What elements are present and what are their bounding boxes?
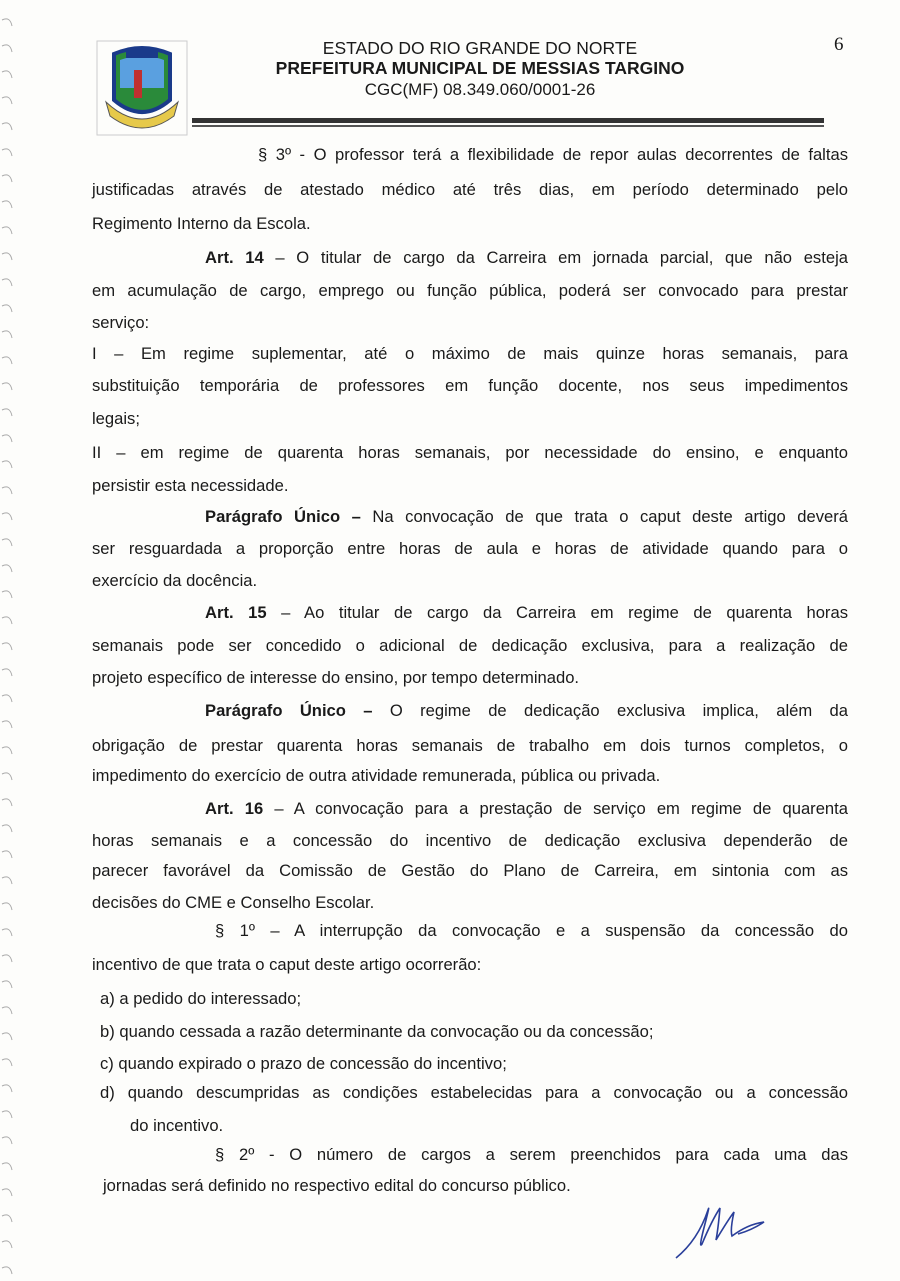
text-line <box>92 766 660 786</box>
article-heading: Parágrafo Único – <box>205 701 373 720</box>
binding-holes <box>0 0 14 1281</box>
line-text: exercício da docência. <box>92 571 258 590</box>
text-line <box>258 145 848 165</box>
text-line <box>205 799 848 819</box>
line-text: incentivo de que trata o caput deste artigo ocorrerão: <box>92 955 482 974</box>
text-line <box>92 281 848 301</box>
text-line <box>92 955 481 975</box>
text-line <box>92 344 848 364</box>
line-text: Regimento Interno da Escola. <box>92 214 311 233</box>
text-line <box>205 507 848 527</box>
text-line <box>92 539 848 559</box>
line-text: § 1º – A interrupção da convocação e a suspensão da concessão do <box>215 921 848 940</box>
line-text: substituição temporária de professores em função docente, nos seus impedimentos <box>92 376 848 395</box>
article-heading: Art. 15 <box>205 603 267 622</box>
text-line <box>92 476 288 496</box>
text-line <box>205 248 848 268</box>
line-text: ser resguardada a proporção entre horas de aula e horas de atividade quando para o <box>92 539 848 558</box>
municipal-crest-logo <box>96 40 188 136</box>
line-text: obrigação de prestar quarenta horas semanais de trabalho em dois turnos completos, o <box>92 736 848 755</box>
text-line <box>100 1083 848 1103</box>
line-text: a) a pedido do interessado; <box>100 989 302 1008</box>
text-line <box>205 701 848 721</box>
header-rule-thin <box>192 125 824 127</box>
header-rule <box>192 118 824 123</box>
line-text: Na convocação de que trata o caput deste artigo deverá <box>360 507 849 526</box>
article-heading: Parágrafo Único – <box>205 507 361 526</box>
line-text: – Ao titular de cargo da Carreira em regime de quarenta horas <box>266 603 848 622</box>
article-heading: Art. 14 <box>205 248 264 267</box>
text-line <box>92 376 848 396</box>
line-text: do incentivo. <box>130 1116 224 1135</box>
text-line <box>100 989 301 1009</box>
line-text: projeto específico de interesse do ensino, por tempo determinado. <box>92 668 580 687</box>
signature <box>668 1200 778 1262</box>
line-text: decisões do CME e Conselho Escolar. <box>92 893 375 912</box>
text-line <box>92 180 848 200</box>
line-text: impedimento do exercício de outra atividade remunerada, pública ou privada. <box>92 766 661 785</box>
line-text: II – em regime de quarenta horas semanais, por necessidade do ensino, e enquanto <box>92 443 848 462</box>
text-line <box>205 603 848 623</box>
line-text: legais; <box>92 409 140 428</box>
line-text: justificadas através de atestado médico até três dias, em período determinado pelo <box>92 180 848 199</box>
line-text: I – Em regime suplementar, até o máximo de mais quinze horas semanais, para <box>92 344 848 363</box>
line-text: d) quando descumpridas as condições estabelecidas para a convocação ou a concessão <box>100 1083 848 1102</box>
article-heading: Art. 16 <box>205 799 264 818</box>
text-line <box>100 1022 654 1042</box>
line-text: – O titular de cargo da Carreira em jornada parcial, que não esteja <box>263 248 848 267</box>
line-text: O regime de dedicação exclusiva implica, além da <box>372 701 848 720</box>
line-text: § 3º - O professor terá a flexibilidade de repor aulas decorrentes de faltas <box>258 145 848 164</box>
text-line <box>92 636 848 656</box>
text-line <box>92 861 848 881</box>
line-text: em acumulação de cargo, emprego ou função pública, poderá ser convocado para prestar <box>92 281 848 300</box>
text-line <box>215 921 848 941</box>
line-text: persistir esta necessidade. <box>92 476 289 495</box>
text-line <box>92 831 848 851</box>
line-text: § 2º - O número de cargos a serem preenchidos para cada uma das <box>215 1145 848 1164</box>
text-line <box>130 1116 223 1136</box>
text-line <box>92 409 140 429</box>
text-line <box>92 668 579 688</box>
text-line <box>92 443 848 463</box>
line-text: serviço: <box>92 313 150 332</box>
line-text: – A convocação para a prestação de serviço em regime de quarenta <box>263 799 848 818</box>
text-line <box>92 214 311 234</box>
header-state: ESTADO DO RIO GRANDE DO NORTE <box>322 38 638 58</box>
text-line <box>215 1145 848 1165</box>
page-number: 6 <box>834 34 844 55</box>
line-text: jornadas será definido no respectivo edital do concurso público. <box>103 1176 571 1195</box>
text-line <box>92 736 848 756</box>
line-text: c) quando expirado o prazo de concessão do incentivo; <box>100 1054 507 1073</box>
header-cgc: CGC(MF) 08.349.060/0001-26 <box>364 80 596 99</box>
text-line <box>100 1054 507 1074</box>
text-line <box>92 313 149 333</box>
text-line <box>103 1176 571 1196</box>
line-text: horas semanais e a concessão do incentivo de dedicação exclusiva dependerão de <box>92 831 848 850</box>
header-prefecture: PREFEITURA MUNICIPAL DE MESSIAS TARGINO <box>275 58 685 78</box>
line-text: parecer favorável da Comissão de Gestão do Plano de Carreira, em sintonia com as <box>92 861 848 880</box>
text-line <box>92 893 374 913</box>
text-line <box>92 571 257 591</box>
line-text: semanais pode ser concedido o adicional de dedicação exclusiva, para a realização de <box>92 636 848 655</box>
line-text: b) quando cessada a razão determinante da convocação ou da concessão; <box>100 1022 654 1041</box>
